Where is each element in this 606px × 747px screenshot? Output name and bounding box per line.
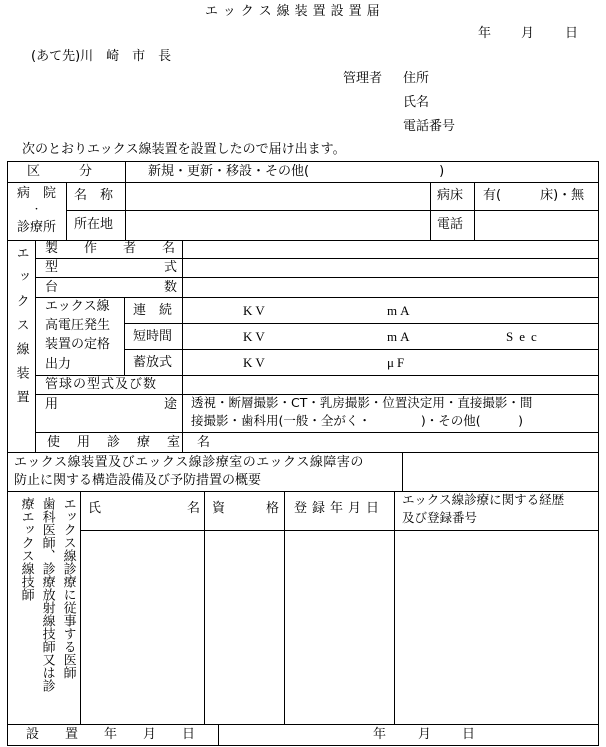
facility-label-clinic: 診療所 [17, 220, 57, 235]
table-border-bottom [7, 745, 599, 746]
install-month-label: 月 [418, 727, 432, 742]
divider [7, 724, 599, 725]
continuous-kv-unit: KV [243, 303, 268, 318]
date-year-label: 年 [478, 26, 492, 41]
protection-label-line2: 防止に関する構造設備及び予防措置の概要 [14, 473, 262, 488]
facility-label-hospital: 病 院 [17, 186, 57, 201]
install-year-label: 年 [373, 727, 387, 742]
divider [35, 240, 36, 452]
divider [474, 182, 475, 240]
divider [394, 491, 395, 724]
staff-label-col3: 療エックス線技師 [18, 497, 34, 601]
facility-address-label: 所在地 [74, 217, 114, 232]
usage-label-left: 用 [45, 397, 59, 412]
category-label: 区 分 [27, 164, 93, 179]
divider [80, 530, 599, 531]
protection-label-line1: エックス線装置及びエックス線診療室のエックス線障害の [14, 455, 364, 470]
divider [125, 161, 126, 240]
divider [124, 297, 125, 375]
rating-label-line2: 高電圧発生 [45, 318, 111, 333]
rating-label-line1: エックス線 [45, 299, 110, 314]
date-month-label: 月 [521, 26, 535, 41]
tube-label: 管球の型式及び数 [45, 377, 158, 392]
facility-phone-label: 電話 [437, 217, 464, 232]
device-group-label: エックス線装置 [13, 246, 29, 414]
divider [66, 210, 599, 211]
maker-label: 製 作 者 名 [45, 241, 176, 256]
capacitor-label: 蓄放式 [133, 355, 173, 370]
divider [66, 182, 67, 240]
divider [35, 297, 599, 298]
short-ma-unit: mA [387, 329, 413, 344]
beds-value[interactable]: 有( 床)・無 [483, 188, 585, 203]
short-kv-unit: KV [243, 329, 268, 344]
facility-label-dot: ・ [32, 205, 42, 215]
table-border-right [598, 161, 599, 746]
divider [124, 349, 599, 350]
capacitor-kv-unit: KV [243, 355, 268, 370]
divider [284, 491, 285, 724]
staff-name-right: 名 [187, 501, 201, 516]
divider [204, 491, 205, 724]
short-time-label: 短時間 [133, 329, 173, 344]
room-label: 使 用 診 療 室 名 [47, 435, 213, 450]
staff-name-left: 氏 [88, 501, 102, 516]
continuous-ma-unit: mA [387, 303, 413, 318]
divider [218, 724, 219, 746]
beds-label: 病床 [437, 188, 464, 203]
divider [402, 452, 403, 491]
rating-label-line4: 出力 [45, 357, 72, 372]
staff-reg-date-header: 登録年月日 [294, 501, 385, 516]
capacitor-uf-unit: μF [387, 355, 408, 370]
model-label-right: 式 [164, 260, 178, 275]
staff-label-col1: エックス線診療に従事する医師 [60, 497, 76, 679]
intro-statement: 次のとおりエックス線装置を設置したので届け出ます。 [22, 142, 346, 157]
divider [430, 182, 431, 240]
divider [182, 240, 183, 452]
table-border-left [7, 161, 8, 746]
divider [35, 258, 599, 259]
divider [80, 491, 81, 724]
count-label-left: 台 [45, 280, 59, 295]
manager-label: 管理者 [343, 71, 383, 86]
staff-qual-left: 資 [212, 501, 226, 516]
manager-phone-label: 電話番号 [403, 119, 456, 134]
divider [7, 452, 599, 453]
manager-name-label: 氏名 [403, 95, 430, 110]
install-day-label: 日 [462, 727, 476, 742]
usage-label-right: 途 [164, 397, 178, 412]
model-label-left: 型 [45, 260, 59, 275]
staff-history-header-line2: 及び登録番号 [402, 510, 478, 525]
continuous-label: 連 続 [133, 303, 173, 318]
usage-options-line1[interactable]: 透視・断層撮影・CT・乳房撮影・位置決定用・直接撮影・間 [191, 395, 533, 410]
facility-name-label: 名 称 [74, 188, 114, 203]
install-date-label: 設 置 年 月 日 [26, 727, 196, 742]
divider [124, 323, 599, 324]
count-label-right: 数 [164, 280, 178, 295]
staff-label-col2: 歯科医師、診療放射線技師又は診 [39, 497, 55, 692]
date-day-label: 日 [565, 26, 579, 41]
divider [35, 277, 599, 278]
rating-label-line3: 装置の定格 [45, 337, 111, 352]
manager-address-label: 住所 [403, 71, 430, 86]
staff-history-header-line1: エックス線診療に関する経歴 [402, 492, 565, 507]
staff-qual-right: 格 [266, 501, 280, 516]
addressee: (あて先)川 崎 市 長 [31, 49, 172, 64]
form-title: エックス線装置設置届 [205, 4, 385, 19]
divider [35, 375, 599, 376]
short-sec-unit: Sec [506, 329, 543, 344]
divider [7, 182, 599, 183]
divider [35, 432, 599, 433]
usage-options-line2[interactable]: 接撮影・歯科用(一般・全がく・ )・その他( ) [191, 413, 524, 428]
category-options[interactable]: 新規・更新・移設・その他( ) [148, 164, 445, 179]
table-border-top [7, 161, 599, 162]
